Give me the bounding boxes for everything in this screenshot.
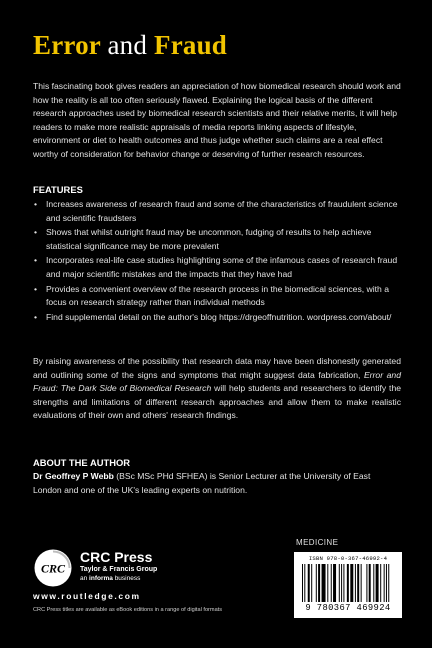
feature-item [33, 254, 401, 281]
barcode-bar [357, 564, 359, 602]
book-title [33, 30, 227, 61]
barcode-bar [331, 564, 332, 602]
barcode-bar [333, 564, 336, 602]
barcode-bar [316, 564, 317, 602]
feature-text: Increases awareness of research fraud and some of the characteristics of fraudulent science and scientific fraudsters [46, 199, 398, 223]
logo-mark-text: CRC [40, 561, 66, 576]
barcode-bar [369, 564, 371, 602]
subject-category: MEDICINE [296, 538, 339, 547]
closing-text-end: will help students and researchers to identify the strengths and limitations of different research approaches and allow them to make realistic evaluations of their own and others' research findings. [33, 383, 402, 421]
barcode-bar [339, 564, 340, 602]
barcode-bars [302, 564, 396, 602]
bullet-icon: • [34, 255, 38, 266]
barcode-bar [341, 564, 342, 602]
barcode-bar [322, 564, 326, 602]
barcode-bar [327, 564, 328, 602]
publisher-website: www.routledge.com [33, 591, 141, 601]
barcode-bar [311, 564, 312, 602]
feature-text: Provides a convenient overview of the research process in the biomedical sciences, with a focus on research strategy rather than individual methods [46, 283, 389, 308]
bullet-icon: • [34, 199, 38, 209]
title-word-and: and [107, 30, 148, 60]
closing-paragraph [33, 355, 401, 423]
bullet-icon: • [34, 311, 38, 322]
bullet-icon: • [34, 283, 38, 294]
barcode-bar [308, 564, 310, 602]
barcode-bar [318, 564, 320, 602]
publisher-business [80, 575, 140, 582]
barcode-bar [361, 564, 362, 602]
bullet-icon: • [34, 227, 38, 238]
feature-text: Incorporates real-life case studies highlighting some of the infamous cases of research fraud and major scientific mistakes and the impacts that they have had [46, 255, 398, 279]
about-author-text [33, 470, 401, 497]
feature-text: Find supplemental detail on the author's blog https://drgeoffnutrition. wordpress.com/about/ [46, 311, 392, 322]
barcode-bar [386, 564, 387, 602]
author-name: Dr Geoffrey P Webb [33, 471, 114, 481]
publisher-name: CRC Press [80, 549, 153, 565]
feature-text: Shows that whilst outright fraud may be uncommon, fudging of results to help achieve statistical significance may be more prevalent [46, 227, 372, 251]
barcode-bar [380, 564, 381, 602]
title-word-error: Error [33, 30, 101, 60]
publisher-logo [33, 548, 233, 596]
ebook-availability-note: CRC Press titles are available as eBook editions in a range of digital formats [33, 607, 223, 613]
barcode-bar [384, 564, 385, 602]
barcode-bar [373, 564, 374, 602]
barcode-number: 9 780367 469924 [305, 603, 391, 613]
closing-book-title: Error and Fraud: The Dark Side of Biomedical Research [33, 369, 401, 394]
barcode-bar [302, 564, 303, 602]
about-author-heading: ABOUT THE AUTHOR [33, 457, 131, 468]
barcode-bar [355, 564, 356, 602]
feature-item [33, 311, 401, 325]
barcode-bar [350, 564, 353, 602]
business-suffix: business [112, 575, 141, 582]
barcode-bar [304, 564, 305, 602]
feature-item [33, 198, 401, 225]
barcode-bar [376, 564, 379, 602]
features-heading: FEATURES [33, 184, 83, 195]
feature-item [33, 283, 401, 310]
business-prefix: an [80, 575, 90, 582]
business-brand: informa [89, 575, 113, 582]
feature-item [33, 226, 401, 253]
isbn-barcode [294, 552, 402, 618]
intro-paragraph: This fascinating book gives readers an appreciation of how biomedical research should work and how the reality is all too often seriously flawed. Explaining the logical basis of the different research approaches used by biomedical research scientists and their relative merits, it will help readers to make more realistic appraisals of media reports linking aspects of lifestyle, environment or diet to health outcomes and thus judge whether such claims are a real effect worthy of consideration for behavior change or deserving of further research resources. [33, 81, 401, 159]
barcode-bar [388, 564, 389, 602]
author-bio: (BSc MSc PHd SFHEA) is Senior Lecturer at the University of East London and one of the UK's leading experts on nutrition. [33, 471, 371, 495]
barcode-bar [366, 564, 367, 602]
features-list [33, 198, 401, 325]
title-word-fraud: Fraud [154, 30, 228, 60]
barcode-bar [343, 564, 344, 602]
publisher-group: Taylor & Francis Group [80, 566, 158, 573]
barcode-bar [347, 564, 349, 602]
crc-press-logo-icon [33, 548, 73, 588]
closing-text-start: By raising awareness of the possibility that research data may have been dishonestly generated and outlining some of the signs and symptoms that might suggest data fabrication, [33, 356, 401, 380]
isbn-text: ISBN 978-0-367-46992-4 [308, 555, 388, 562]
